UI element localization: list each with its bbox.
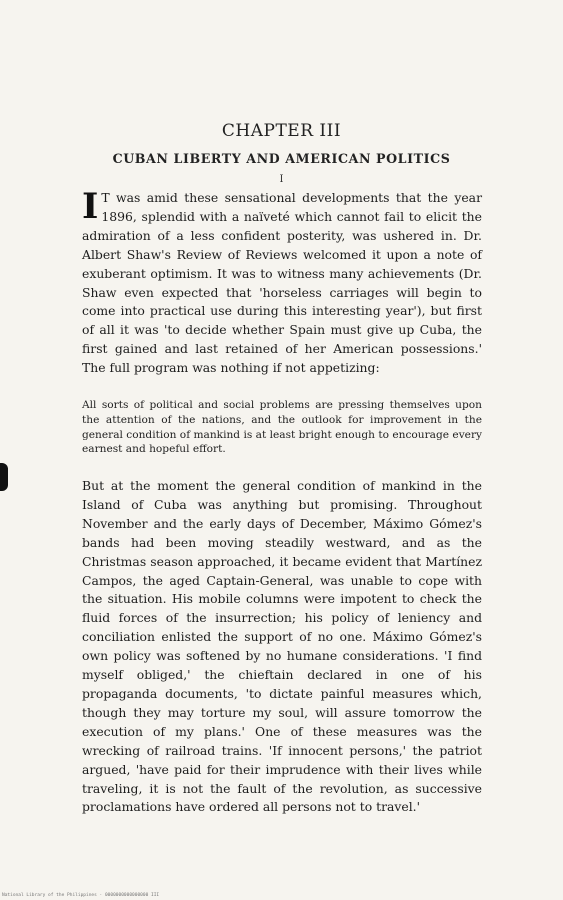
paragraph-2: But at the moment the general condition of mankind in the Island of Cuba was anything but promising. Throughout November and the early days of December, Máximo Gómez's bands had been moving steadily westward, and as the Christmas season approached, it became evident that Martínez Campos, the aged Captain-General, was unable to cope with the situation. His mobile columns were impotent to check the fluid forces of the insurrection; his policy of leniency and conciliation enlisted the support of no one. Máximo Gómez's own policy was softened by no humane considerations. 'I find myself obliged,' the chieftain declared in one of his propaganda documents, 'to dictate painful measures which, though they may torture my soul, will assure tomorrow the execution of my plans.' One of these measures was the wrecking of railroad trains. 'If innocent persons,' the patriot argued, 'have paid for their imprudence with their lives while traveling, it is not the fault of the revolution, as successive proclamations have ordered all persons not to travel.'	[82, 478, 482, 815]
block-quote: All sorts of political and social problems are pressing themselves upon the attention of the nations, and the outlook for improvement in the general condition of mankind is at least bright enough to encourage every earnest and hopeful effort.	[82, 399, 482, 456]
scan-footer: National Library of the Philippines · 0000000000000000 III	[2, 893, 160, 898]
drop-cap: I	[82, 186, 99, 227]
chapter-label: CHAPTER III	[221, 121, 342, 141]
page-edge-mark	[0, 463, 8, 491]
section-number: I	[279, 174, 284, 185]
chapter-title: CUBAN LIBERTY AND AMERICAN POLITICS	[112, 151, 451, 166]
paragraph-1-text: T was amid these sensational developments that the year 1896, splendid with a naïveté which cannot fail to elicit the admiration of a less confident posterity, was ushered in. Dr. Albert Shaw's Review of Reviews welcomed it upon a note of exuberant optimism. It was to witness many achievements (Dr. Shaw even expected that 'horseless carriages will begin to come into practical use during this interesting year'), but first of all it was 'to decide whether Spain must give up Cuba, the first gained and last retained of her American possessions.' The full program was nothing if not appetizing:	[82, 190, 482, 376]
paragraph-1	[82, 186, 482, 378]
